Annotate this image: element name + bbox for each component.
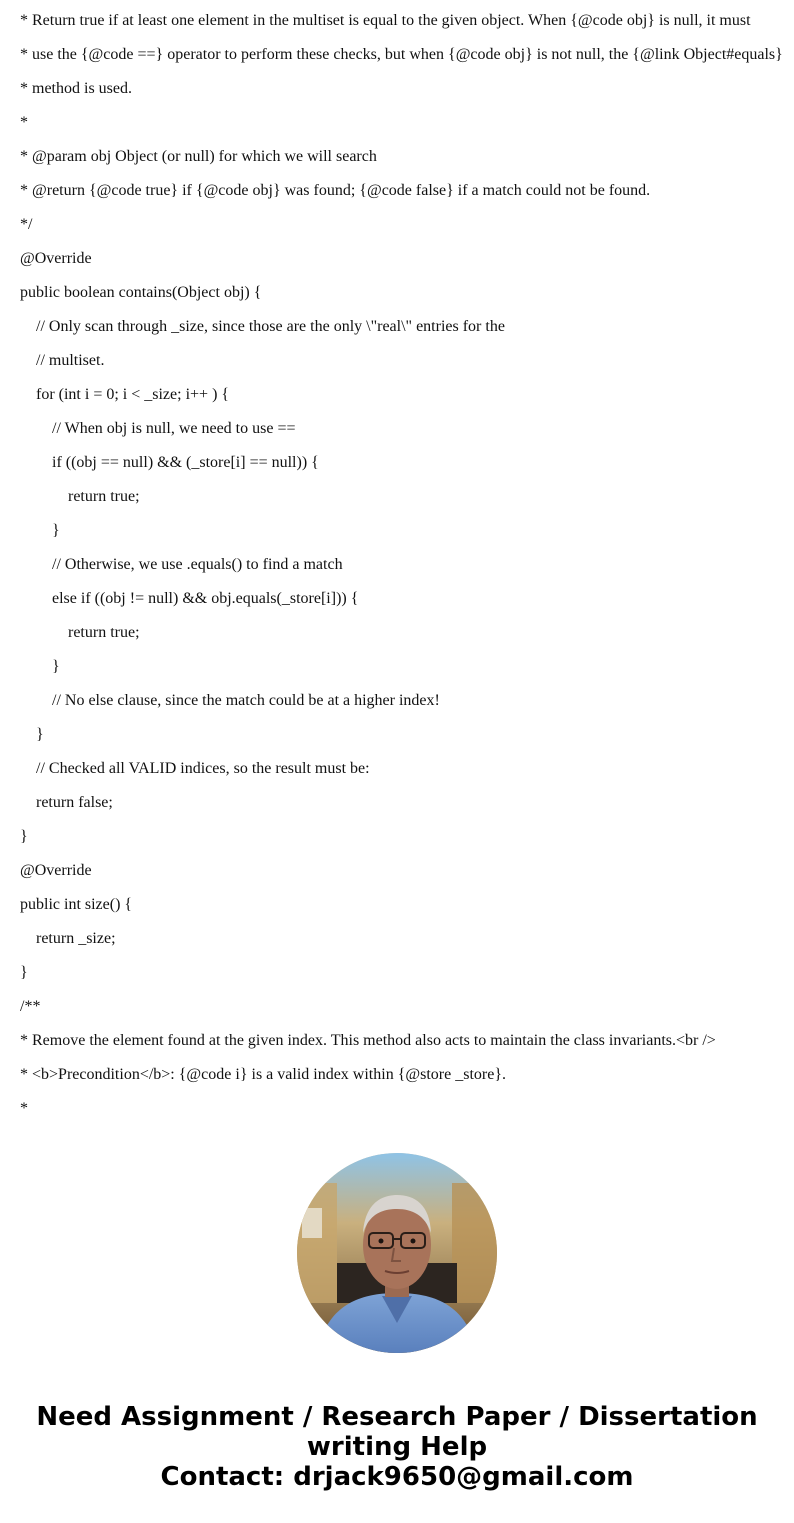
- code-line: // multiset.: [20, 352, 105, 369]
- contact-banner: [0, 1402, 794, 1492]
- code-line: return _size;: [20, 930, 116, 947]
- code-line: /**: [20, 998, 41, 1015]
- code-line: */: [20, 216, 33, 233]
- code-line: }: [20, 828, 28, 845]
- banner-heading-line: writing Help: [306, 1432, 488, 1462]
- code-listing: [20, 8, 790, 1130]
- code-line: * @return {@code true} if {@code obj} was found; {@code false} if a match could not be found.: [20, 182, 651, 199]
- code-line: * use the {@code ==} operator to perform these checks, but when {@code obj} is not null, the {@link Object#equals}: [20, 46, 783, 63]
- avatar-portrait: [297, 1153, 497, 1353]
- code-line: * <b>Precondition</b>: {@code i} is a valid index within {@store _store}.: [20, 1066, 506, 1083]
- code-line: // When obj is null, we need to use ==: [20, 420, 296, 437]
- code-line: @Override: [20, 250, 92, 267]
- code-line: public int size() {: [20, 896, 133, 913]
- code-line: // Otherwise, we use .equals() to find a match: [20, 556, 343, 573]
- code-line: }: [20, 726, 44, 743]
- contact-email: Contact: drjack9650@gmail.com: [160, 1462, 634, 1492]
- code-line: for (int i = 0; i < _size; i++ ) {: [20, 386, 230, 403]
- code-line: @Override: [20, 862, 92, 879]
- code-line: public boolean contains(Object obj) {: [20, 284, 262, 301]
- code-line: }: [20, 964, 28, 981]
- code-line: // Only scan through _size, since those are the only \"real\" entries for the: [20, 318, 505, 335]
- code-line: if ((obj == null) && (_store[i] == null)) {: [20, 454, 319, 471]
- avatar: [297, 1153, 497, 1353]
- code-line: return true;: [20, 624, 140, 641]
- code-line: *: [20, 1100, 28, 1117]
- code-line: * @param obj Object (or null) for which we will search: [20, 148, 377, 165]
- code-line: *: [20, 114, 28, 131]
- code-line: }: [20, 522, 60, 539]
- code-line: * Return true if at least one element in the multiset is equal to the given object. When {@code obj} is null, it must: [20, 12, 751, 29]
- code-line: * method is used.: [20, 80, 132, 97]
- code-line: return true;: [20, 488, 140, 505]
- code-line: // Checked all VALID indices, so the result must be:: [20, 760, 370, 777]
- banner-heading-line: Need Assignment / Research Paper / Dissertation: [36, 1402, 758, 1432]
- code-line: return false;: [20, 794, 113, 811]
- code-line: * Remove the element found at the given index. This method also acts to maintain the class invariants.<br />: [20, 1032, 716, 1049]
- code-line: }: [20, 658, 60, 675]
- code-line: // No else clause, since the match could be at a higher index!: [20, 692, 440, 709]
- code-line: else if ((obj != null) && obj.equals(_store[i])) {: [20, 590, 359, 607]
